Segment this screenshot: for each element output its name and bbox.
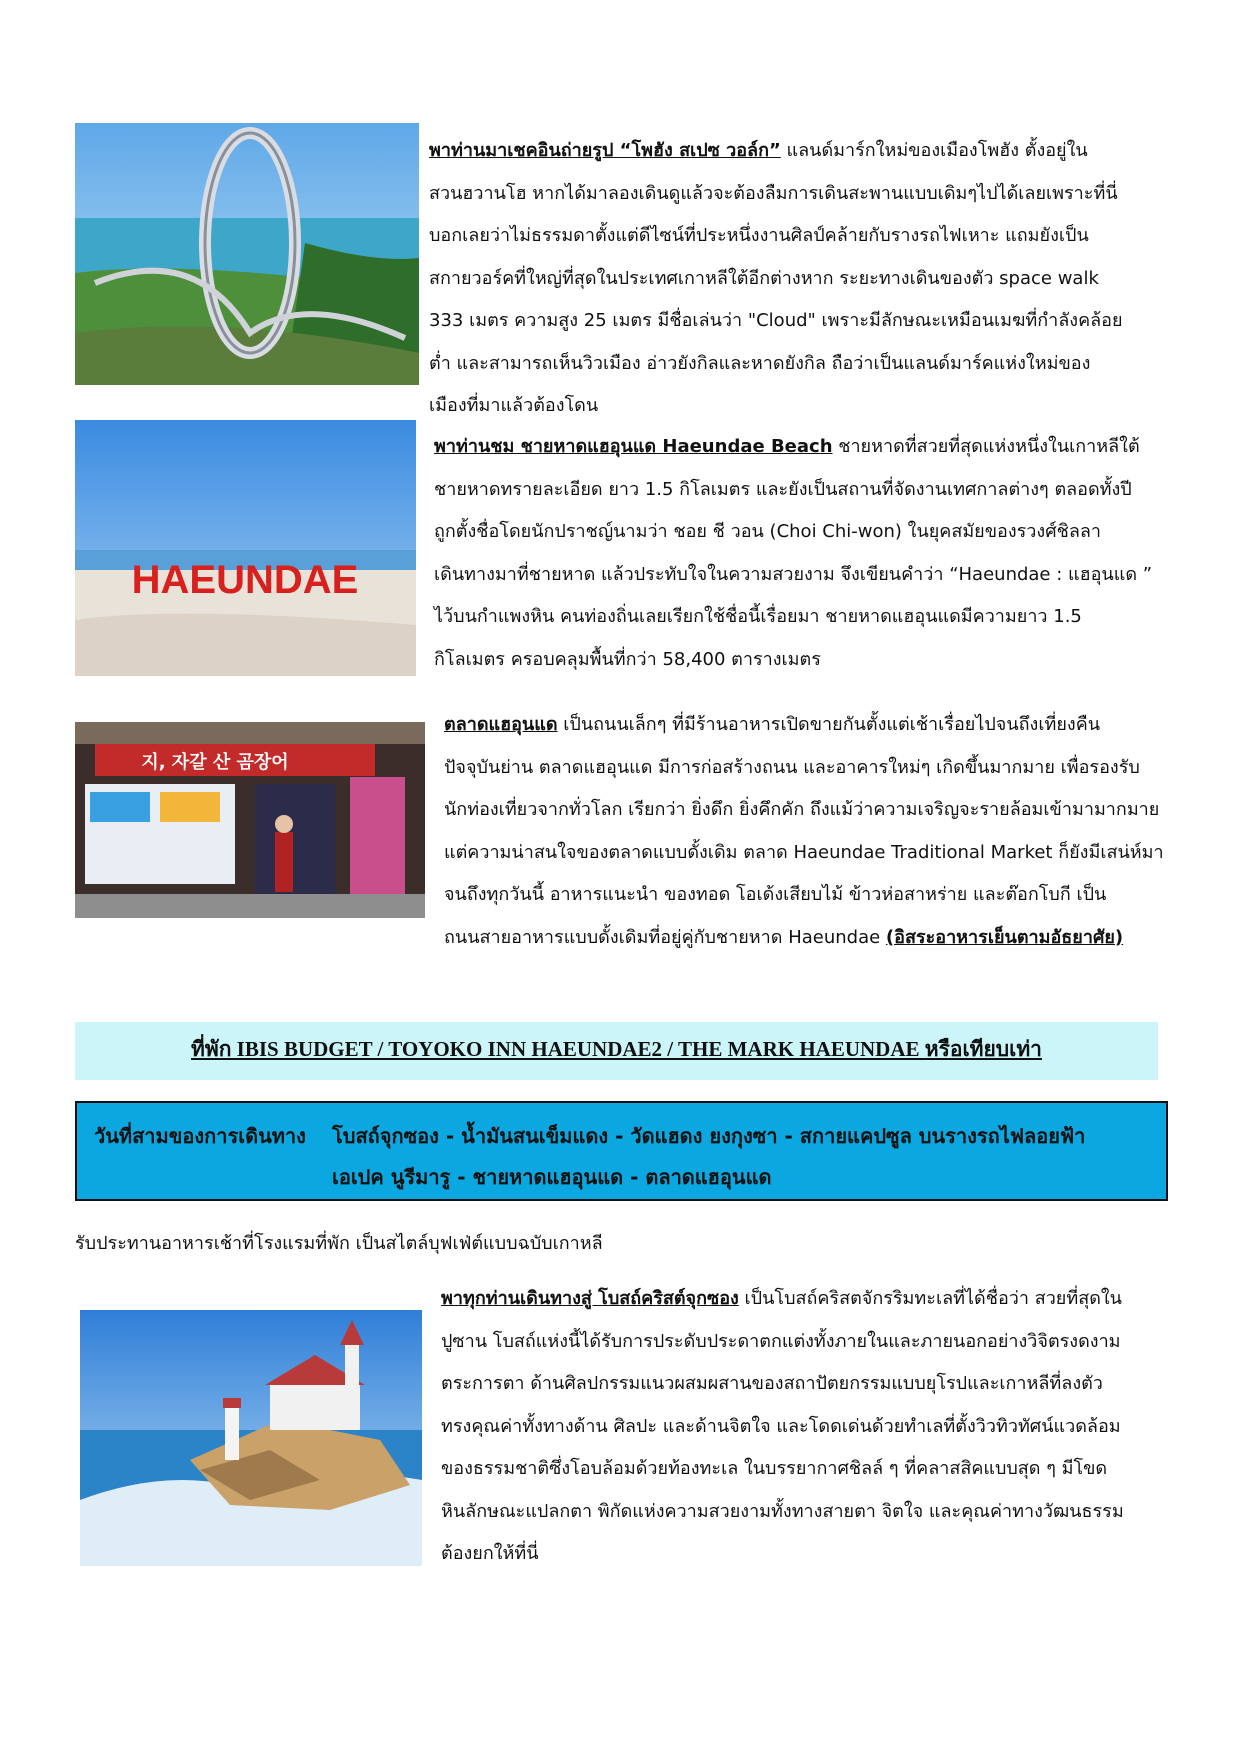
haeundae-market-heading: ตลาดแฮอุนแด (444, 714, 558, 735)
space-walk-heading: พาท่านมาเชคอินถ่ายรูป “โพฮัง สเปซ วอล์ก” (429, 140, 781, 161)
day-route-line-1: โบสถ์จุกซอง - น้ำมันสนเข็มแดง - วัดแฮดง ยงกุงซา - สกายแคปซูล บนรางรถไฟลอยฟ้า (332, 1124, 1086, 1148)
day-three-box (75, 1101, 1168, 1201)
hotel-bar (75, 1022, 1158, 1080)
church-description: พาทุกท่านเดินทางสู่ โบสถ์คริสต์จุกซอง เป็นโบสถ์คริสตจักรริมทะเลที่ได้ชื่อว่า สวยที่สุดใน ปูซาน โบสถ์แห่งนี้ได้รับการประดับประดาตกแต่งทั้งภายในและภายนอกอย่างวิจิตรงดงาม ตระการตา ด้านศิลปกรรมแนวผสมผสานของสถาปัตยกรรมแบบยุโรปและเกาหลีที่ลงตัว ทรงคุณค่าทั้งทางด้าน ศิลปะ และด้านจิตใจ และโดดเด่นด้วยทำเลที่ตั้งวิวทิวทัศน์แวดล้อม ของธรรมชาติซึ่งโอบล้อมด้วยท้องทะเล ในบรรยากาศชิลล์ ๆ ที่คลาสสิคแบบสุด ๆ มีโขด หินลักษณะแปลกตา พิกัดแห่งความสวยงามทั้งทางสายตา จิตใจ และคุณค่าทางวัฒนธรรม ต้องยกให้ที่นี่ (441, 1288, 1124, 1564)
haeundae-beach-photo (75, 420, 416, 676)
hotel-text: ที่พัก IBIS BUDGET / TOYOKO INN HAEUNDAE2 / THE MARK HAEUNDAE หรือเทียบเท่า (191, 1037, 1042, 1061)
church-heading: พาทุกท่านเดินทางสู่ โบสถ์คริสต์จุกซอง (441, 1288, 739, 1309)
haeundae-sign: HAEUNDAE (131, 558, 359, 602)
day-label: วันที่สามของการเดินทาง (94, 1124, 306, 1148)
haeundae-market-photo (75, 722, 425, 918)
market-sign: 지, 자갈 산 곰장어 (141, 752, 289, 773)
haeundae-beach-heading: พาท่านชม ชายหาดแฮอุนแด Haeundae Beach (434, 436, 833, 457)
space-walk-description: พาท่านมาเชคอินถ่ายรูป “โพฮัง สเปซ วอล์ก” แลนด์มาร์กใหม่ของเมืองโพฮัง ตั้งอยู่ใน สวนฮวานโฮ หากได้มาลองเดินดูแล้วจะต้องลืมการเดินสะพานแบบเดิมๆไปได้เลยเพราะที่นี่ บอกเลยว่าไม่ธรรมดาตั้งแต่ดีไซน์ที่ประหนึ่งงานศิลป์คล้ายกับรางรถไฟเหาะ แถมยังเป็น สกายวอร์คที่ใหญ่ที่สุดในประเทศเกาหลีใต้อีกต่างหาก ระยะทางเดินของตัว space walk 333 เมตร ความสูง 25 เมตร มีชื่อเล่นว่า "Cloud" เพราะมีลักษณะเหมือนเมฆที่กำลังคล้อย ต่ำ และสามารถเห็นวิวเมือง อ่าวยังกิลและหาดยังกิล ถือว่าเป็นแลนด์มาร์คแห่งใหม่ของ เมืองที่มาแล้วต้องโดน (429, 140, 1123, 416)
breakfast-note: รับประทานอาหารเช้าที่โรงแรมที่พัก เป็นสไตล์บุฟเฟ่ต์แบบฉบับเกาหลี (75, 1233, 603, 1254)
haeundae-beach-description: พาท่านชม ชายหาดแฮอุนแด Haeundae Beach ชายหาดที่สวยที่สุดแห่งหนึ่งในเกาหลีใต้ ชายหาดทรายละเอียด ยาว 1.5 กิโลเมตร และยังเป็นสถานที่จัดงานเทศกาลต่างๆ ตลอดทั้งปี ถูกตั้งชื่อโดยนักปราชญ์นามว่า ชอย ชี วอน (Choi Chi-won) ในยุคสมัยของรวงศ์ชิลลา เดินทางมาที่ชายหาด แล้วประทับใจในความสวยงาม จึงเขียนคำว่า “Haeundae : แฮอุนแด ” ไว้บนกำแพงหิน คนท่องถิ่นเลยเรียกใช้ชื่อนี้เรื่อยมา ชายหาดแฮอุนแดมีความยาว 1.5 กิโลเมตร ครอบคลุมพื้นที่กว่า 58,400 ตารางเมตร (434, 436, 1153, 670)
space-walk-photo (75, 123, 419, 385)
haeundae-market-description: ตลาดแฮอุนแด เป็นถนนเล็กๆ ที่มีร้านอาหารเปิดขายกันตั้งแต่เช้าเรื่อยไปจนถึงเที่ยงคืน ปัจจุบันย่าน ตลาดแฮอุนแด มีการก่อสร้างถนน และอาคารใหม่ๆ เกิดขึ้นมากมาย เพื่อรองรับ นักท่องเที่ยวจากทั่วโลก เรียกว่า ยิ่งดึก ยิ่งคึกคัก ถึงแม้ว่าความเจริญจะรายล้อมเข้ามามากมาย แต่ความน่าสนใจของตลาดแบบดั้งเดิม ตลาด Haeundae Traditional Market ก็ยังมีเสน่ห์มา จนถึงทุกวันนี้ อาหารแนะนำ ของทอด โอเด้งเสียบไม้ ข้าวห่อสาหร่าย และต๊อกโบกี เป็น ถนนสายอาหารแบบดั้งเดิมที่อยู่คู่กับชายหาด Haeundae (อิสระอาหารเย็นตามอัธยาศัย) (444, 714, 1164, 948)
church-photo (80, 1310, 422, 1566)
free-dinner-note: (อิสระอาหารเย็นตามอัธยาศัย) (885, 926, 1124, 948)
day-route-line-2: เอเปค นูรีมารู - ชายหาดแฮอุนแด - ตลาดแฮอุนแด (332, 1165, 772, 1189)
